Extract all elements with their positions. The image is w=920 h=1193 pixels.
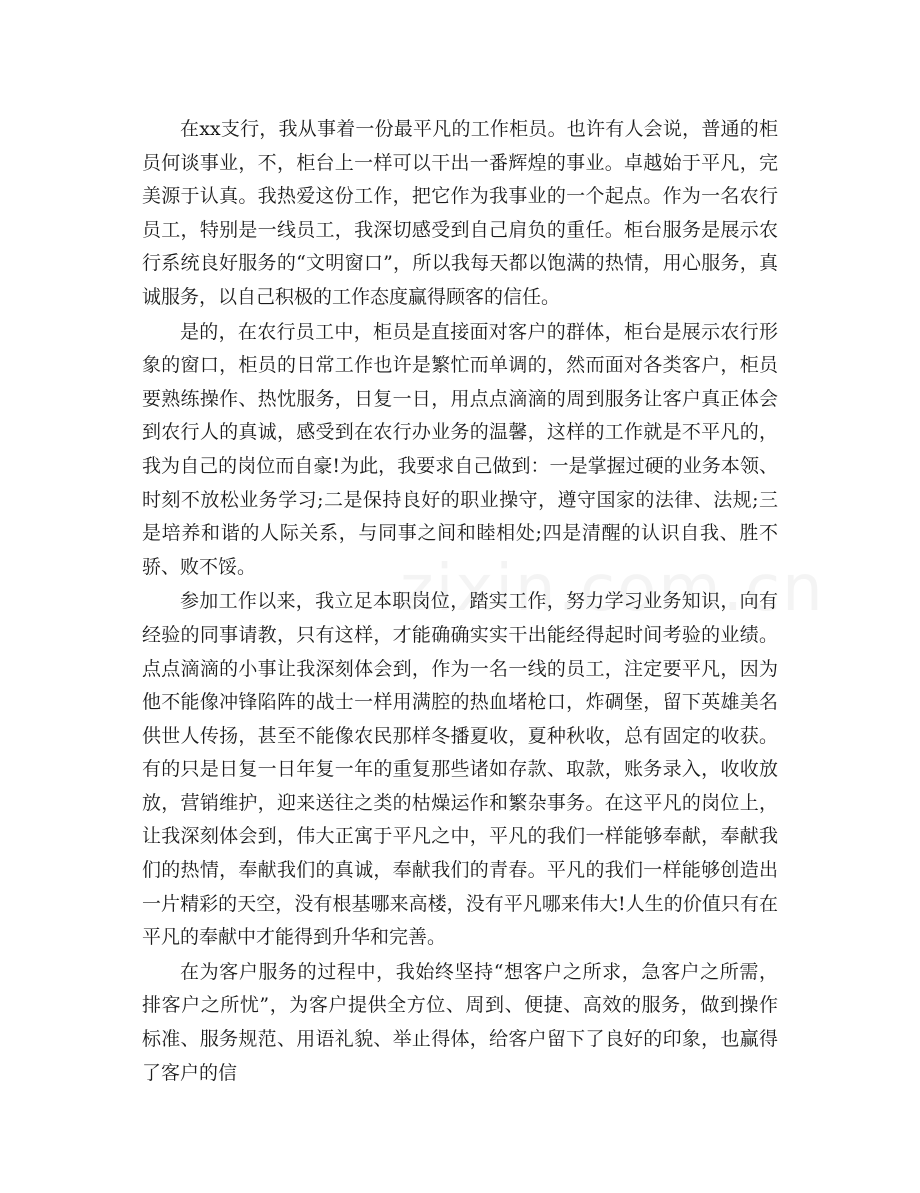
paragraph-2: 是的，在农行员工中，柜员是直接面对客户的群体，柜台是展示农行形象的窗口，柜员的日常工作也许是繁忙而单调的，然而面对各类客户，柜员要熟练操作、热忱服务，日复一日，用点点滴滴的周到服务让客户真正体会到农行人的真诚，感受到在农行办业务的温馨，这样的工作就是不平凡的，我为自己的岗位而自豪!为此，我要求自己做到：一是掌握过硬的业务本领、时刻不放松业务学习;二是保持良好的职业操守，遵守国家的法律、法规;三是培养和谐的人际关系，与同事之间和睦相处;四是清醒的认识自我、胜不骄、败不馁。 bbox=[142, 320, 778, 578]
paragraph-3: 参加工作以来，我立足本职岗位，踏实工作，努力学习业务知识，向有经验的同事请教，只有这样，才能确确实实干出能经得起时间考验的业绩。点点滴滴的小事让我深刻体会到，作为一名一线的员工，注定要平凡，因为他不能像冲锋陷阵的战士一样用满腔的热血堵枪口，炸碉堡，留下英雄美名供世人传扬，甚至不能像农民那样冬播夏收，夏种秋收，总有固定的收获。有的只是日复一日年复一年的重复那些诸如存款、取款，账务录入，收收放放，营销维护，迎来送往之类的枯燥运作和繁杂事务。在这平凡的岗位上，让我深刻体会到，伟大正寓于平凡之中，平凡的我们一样能够奉献，奉献我们的热情，奉献我们的真诚，奉献我们的青春。平凡的我们一样能够创造出一片精彩的天空，没有根基哪来高楼，没有平凡哪来伟大!人生的价值只有在平凡的奉献中才能得到升华和完善。 bbox=[142, 590, 778, 949]
paragraph-4: 在为客户服务的过程中，我始终坚持“想客户之所求，急客户之所需，排客户之所忧”，为客户提供全方位、周到、便捷、高效的服务，做到操作标准、服务规范、用语礼貌、举止得体，给客户留下了良好的印象，也赢得了客户的信 bbox=[142, 960, 778, 1084]
document-body bbox=[142, 113, 778, 1091]
paragraph-1: 在xx支行，我从事着一份最平凡的工作柜员。也许有人会说，普通的柜员何谈事业，不，柜台上一样可以干出一番辉煌的事业。卓越始于平凡，完美源于认真。我热爱这份工作，把它作为我事业的一个起点。作为一名农行员工，特别是一线员工，我深切感受到自己肩负的重任。柜台服务是展示农行系统良好服务的“文明窗口”，所以我每天都以饱满的热情，用心服务，真诚服务，以自己积极的工作态度赢得顾客的信任。 bbox=[142, 118, 778, 308]
